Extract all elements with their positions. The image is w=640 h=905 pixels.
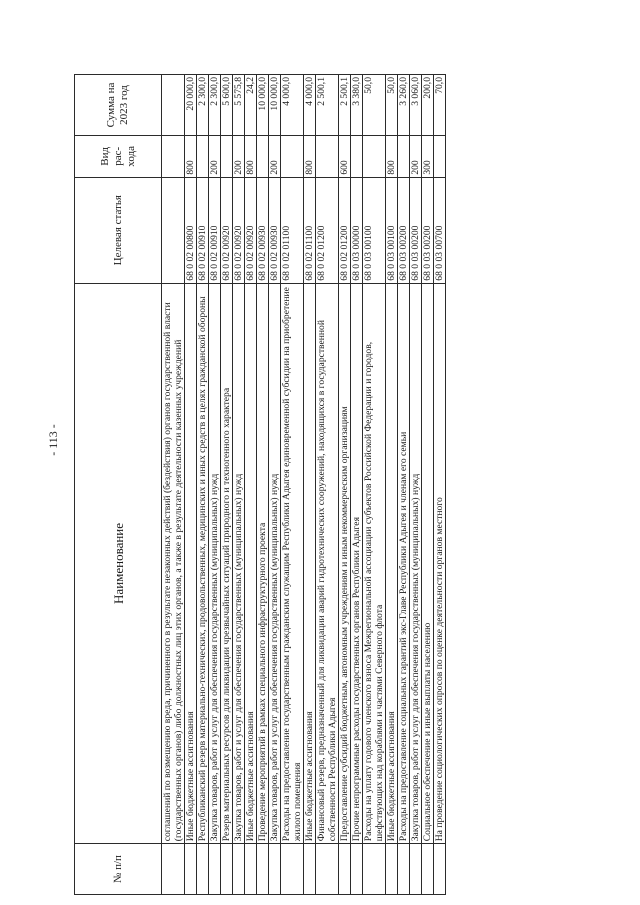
- table-row: [363, 75, 386, 895]
- row-code: 68 0 02 00920: [221, 177, 233, 283]
- row-code: 68 0 02 01200: [316, 177, 339, 283]
- row-vid: 600: [339, 135, 351, 177]
- row-code: 68 0 02 00920: [233, 177, 245, 283]
- row-code: 68 0 03 00100: [386, 177, 398, 283]
- row-num: [245, 844, 257, 895]
- row-sum: 24,2: [245, 75, 257, 136]
- table-header-row: [75, 75, 162, 895]
- row-vid: 200: [269, 135, 281, 177]
- row-vid: [351, 135, 363, 177]
- row-name: Проведение мероприятий в рамках специального инфраструктурного проекта: [257, 283, 269, 844]
- row-num: [233, 844, 245, 895]
- row-sum: 2 300,0: [209, 75, 221, 136]
- row-num: [386, 844, 398, 895]
- row-vid: [257, 135, 269, 177]
- row-name: Закупка товаров, работ и услуг для обеспечения государственных (муниципальных) нужд: [269, 283, 281, 844]
- row-name: Иные бюджетные ассигнования: [245, 283, 257, 844]
- row-code: [162, 177, 185, 283]
- row-name: Резерв материальных ресурсов для ликвидации чрезвычайных ситуаций природного и техногенного характера: [221, 283, 233, 844]
- row-code: 68 0 03 00000: [351, 177, 363, 283]
- table-row: [245, 75, 257, 895]
- row-num: [197, 844, 209, 895]
- row-num: [221, 844, 233, 895]
- row-code: 68 0 02 00920: [245, 177, 257, 283]
- row-num: [257, 844, 269, 895]
- row-vid: [281, 135, 304, 177]
- row-code: 68 0 03 00700: [434, 177, 446, 283]
- row-name: Иные бюджетные ассигнования: [304, 283, 316, 844]
- row-num: [363, 844, 386, 895]
- row-code: 68 0 02 01100: [281, 177, 304, 283]
- row-name: соглашений по возмещению вреда, причиненного в результате незаконных действий (бездействия) органов государственной власти (государственных органов) либо должностных лиц этих органов, а также в результате деятельности казенных учреждений: [162, 283, 185, 844]
- row-name: Расходы на уплату годового членского взноса Межрегиональной ассоциации субъектов Российской Федерации и городов, шефствующих над кораблями и частями Северного флота: [363, 283, 386, 844]
- row-num: [351, 844, 363, 895]
- row-vid: 800: [245, 135, 257, 177]
- row-name: Расходы на предоставление социальных гарантий экс-Главе Республики Адыгея и членам его семьи: [398, 283, 410, 844]
- row-vid: 800: [304, 135, 316, 177]
- row-sum: 70,0: [434, 75, 446, 136]
- row-name: Финансовый резерв, предназначенный для ликвидации аварий гидротехнических сооружений, находящихся в государственной собственности Республики Адыгея: [316, 283, 339, 844]
- row-num: [269, 844, 281, 895]
- table-row: [339, 75, 351, 895]
- table-row: [269, 75, 281, 895]
- table-body: [162, 75, 446, 895]
- row-sum: 2 500,1: [339, 75, 351, 136]
- row-vid: 300: [422, 135, 434, 177]
- table-row: [410, 75, 422, 895]
- table-row: [422, 75, 434, 895]
- row-sum: 50,0: [363, 75, 386, 136]
- table-row: [233, 75, 245, 895]
- row-name: Республиканский резерв материально-технических, продовольственных, медицинских и иных средств в целях гражданской обороны: [197, 283, 209, 844]
- row-name: Иные бюджетные ассигнования: [185, 283, 197, 844]
- budget-table: [74, 74, 446, 895]
- row-sum: 2 300,0: [197, 75, 209, 136]
- row-name: Закупка товаров, работ и услуг для обеспечения государственных (муниципальных) нужд: [233, 283, 245, 844]
- page-number: - 113 -: [46, 424, 60, 456]
- row-sum: 10 000,0: [269, 75, 281, 136]
- row-num: [434, 844, 446, 895]
- row-vid: [316, 135, 339, 177]
- row-code: 68 0 02 01200: [339, 177, 351, 283]
- table-row: [316, 75, 339, 895]
- table-row: [209, 75, 221, 895]
- row-sum: [162, 75, 185, 136]
- row-name: Закупка товаров, работ и услуг для обеспечения государственных (муниципальных) нужд: [410, 283, 422, 844]
- header-code: Целевая статья: [75, 177, 162, 283]
- row-vid: 200: [410, 135, 422, 177]
- row-vid: [162, 135, 185, 177]
- table-row: [221, 75, 233, 895]
- row-sum: 50,0: [386, 75, 398, 136]
- row-sum: 10 000,0: [257, 75, 269, 136]
- row-num: [162, 844, 185, 895]
- row-num: [304, 844, 316, 895]
- row-code: 68 0 03 00200: [422, 177, 434, 283]
- row-name: Предоставление субсидий бюджетным, автономным учреждениям и иным некоммерческим организациям: [339, 283, 351, 844]
- row-sum: 200,0: [422, 75, 434, 136]
- row-vid: [434, 135, 446, 177]
- row-vid: [398, 135, 410, 177]
- row-sum: 5 600,0: [221, 75, 233, 136]
- row-name: Социальное обеспечение и иные выплаты населению: [422, 283, 434, 844]
- row-vid: 200: [233, 135, 245, 177]
- row-name: Расходы на предоставление государственным гражданским служащим Республики Адыгея единовременной субсидии на приобретение жилого помещения: [281, 283, 304, 844]
- row-sum: 5 575,8: [233, 75, 245, 136]
- table-row: [398, 75, 410, 895]
- table-row: [351, 75, 363, 895]
- row-num: [316, 844, 339, 895]
- row-name: Закупка товаров, работ и услуг для обеспечения государственных (муниципальных) нужд: [209, 283, 221, 844]
- table-row: [185, 75, 197, 895]
- row-name: Прочие непрограммные расходы государственных органов Республики Адыгея: [351, 283, 363, 844]
- row-code: 68 0 02 00910: [197, 177, 209, 283]
- row-num: [209, 844, 221, 895]
- row-num: [339, 844, 351, 895]
- row-num: [398, 844, 410, 895]
- table-row: [197, 75, 209, 895]
- row-code: 68 0 02 00800: [185, 177, 197, 283]
- row-vid: [363, 135, 386, 177]
- row-sum: 20 000,0: [185, 75, 197, 136]
- row-name: На проведение социологических опросов по оценке деятельности органов местного: [434, 283, 446, 844]
- row-vid: [197, 135, 209, 177]
- table-row: [386, 75, 398, 895]
- row-vid: 200: [209, 135, 221, 177]
- row-sum: 4 000,0: [304, 75, 316, 136]
- row-vid: [221, 135, 233, 177]
- header-num: № п/п: [75, 844, 162, 895]
- row-num: [410, 844, 422, 895]
- row-code: 68 0 02 00910: [209, 177, 221, 283]
- table-row: [162, 75, 185, 895]
- header-sum: Сумма на 2023 год: [75, 75, 162, 136]
- row-sum: 3 260,0: [398, 75, 410, 136]
- row-code: 68 0 03 00200: [410, 177, 422, 283]
- row-vid: 800: [185, 135, 197, 177]
- row-code: 68 0 02 00930: [257, 177, 269, 283]
- row-sum: 3 380,0: [351, 75, 363, 136]
- row-num: [281, 844, 304, 895]
- row-num: [185, 844, 197, 895]
- header-vid: Вид рас- хода: [75, 135, 162, 177]
- row-num: [422, 844, 434, 895]
- row-name: Иные бюджетные ассигнования: [386, 283, 398, 844]
- row-code: 68 0 02 01100: [304, 177, 316, 283]
- table-row: [281, 75, 304, 895]
- row-sum: 3 060,0: [410, 75, 422, 136]
- row-sum: 4 000,0: [281, 75, 304, 136]
- table-row: [304, 75, 316, 895]
- table-row: [434, 75, 446, 895]
- row-sum: 2 500,1: [316, 75, 339, 136]
- header-name: Наименование: [75, 283, 162, 844]
- budget-table-rotated: [74, 74, 568, 895]
- row-code: 68 0 03 00200: [398, 177, 410, 283]
- table-row: [257, 75, 269, 895]
- row-code: 68 0 03 00100: [363, 177, 386, 283]
- row-code: 68 0 02 00930: [269, 177, 281, 283]
- row-vid: 800: [386, 135, 398, 177]
